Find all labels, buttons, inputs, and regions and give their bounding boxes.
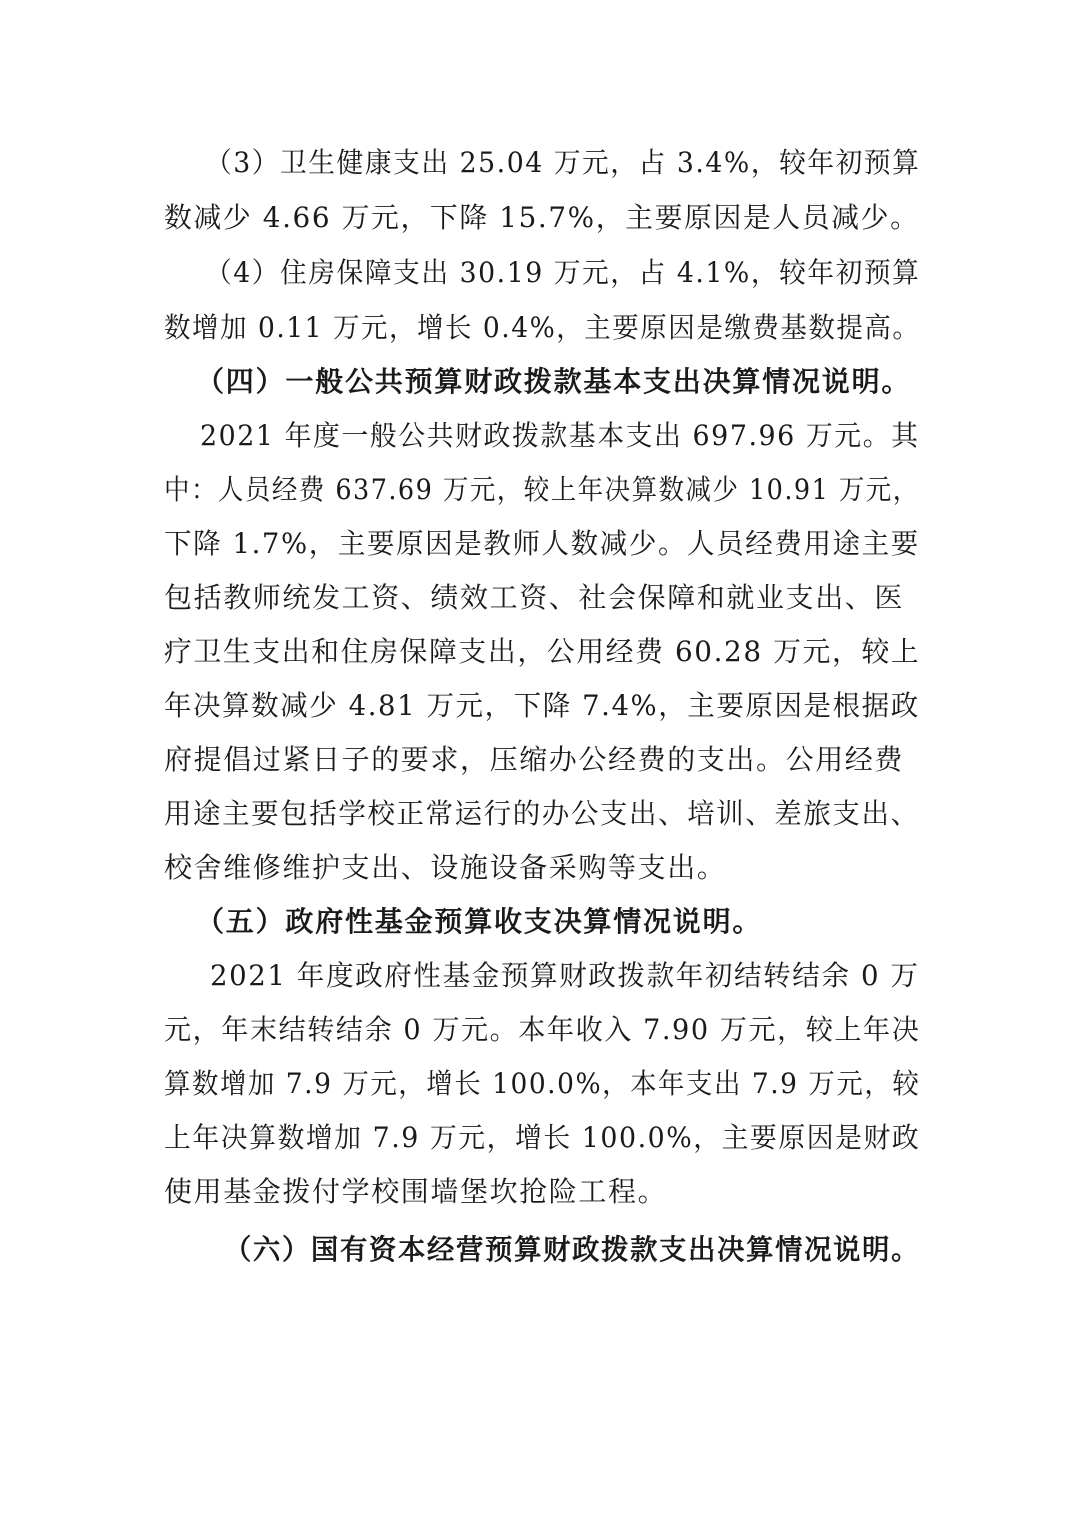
paragraph-line: 数增加 0.11 万元，增长 0.4%，主要原因是缴费基数提高。: [164, 311, 921, 344]
paragraph-line: 年决算数减少 4.81 万元，下降 7.4%，主要原因是根据政: [164, 689, 920, 722]
paragraph-line: （4）住房保障支出 30.19 万元，占 4.1%，较年初预算: [205, 256, 921, 289]
paragraph-line: 包括教师统发工资、绩效工资、社会保障和就业支出、医: [164, 581, 905, 614]
paragraph-line: （3）卫生健康支出 25.04 万元，占 3.4%，较年初预算: [205, 146, 921, 179]
section-heading-5: （五）政府性基金预算收支决算情况说明。: [196, 905, 763, 938]
paragraph-line: 2021 年度一般公共财政拨款基本支出 697.96 万元。其: [200, 419, 920, 452]
paragraph-line: 下降 1.7%，主要原因是教师人数减少。人员经费用途主要: [164, 527, 920, 560]
paragraph-line: 府提倡过紧日子的要求，压缩办公经费的支出。公用经费: [164, 743, 905, 776]
paragraph-line: 疗卫生支出和住房保障支出，公用经费 60.28 万元，较上: [164, 635, 921, 668]
paragraph-line: 中：人员经费 637.69 万元，较上年决算数减少 10.91 万元，: [164, 473, 920, 506]
paragraph-line: 元，年末结转结余 0 万元。本年收入 7.90 万元，较上年决: [164, 1013, 921, 1046]
paragraph-line: 上年决算数增加 7.9 万元，增长 100.0%，主要原因是财政: [164, 1121, 921, 1154]
paragraph-line: 算数增加 7.9 万元，增长 100.0%，本年支出 7.9 万元，较: [164, 1067, 921, 1100]
paragraph-line: 数减少 4.66 万元，下降 15.7%，主要原因是人员减少。: [164, 201, 920, 234]
section-heading-4: （四）一般公共预算财政拨款基本支出决算情况说明。: [196, 365, 912, 398]
paragraph-line: 使用基金拨付学校围墙堡坎抢险工程。: [164, 1175, 668, 1208]
paragraph-line: 用途主要包括学校正常运行的办公支出、培训、差旅支出、: [164, 797, 920, 830]
paragraph-line: 2021 年度政府性基金预算财政拨款年初结转结余 0 万: [210, 959, 920, 992]
section-heading-6: （六）国有资本经营预算财政拨款支出决算情况说明。: [224, 1233, 921, 1266]
paragraph-line: 校舍维修维护支出、设施设备采购等支出。: [164, 851, 727, 884]
